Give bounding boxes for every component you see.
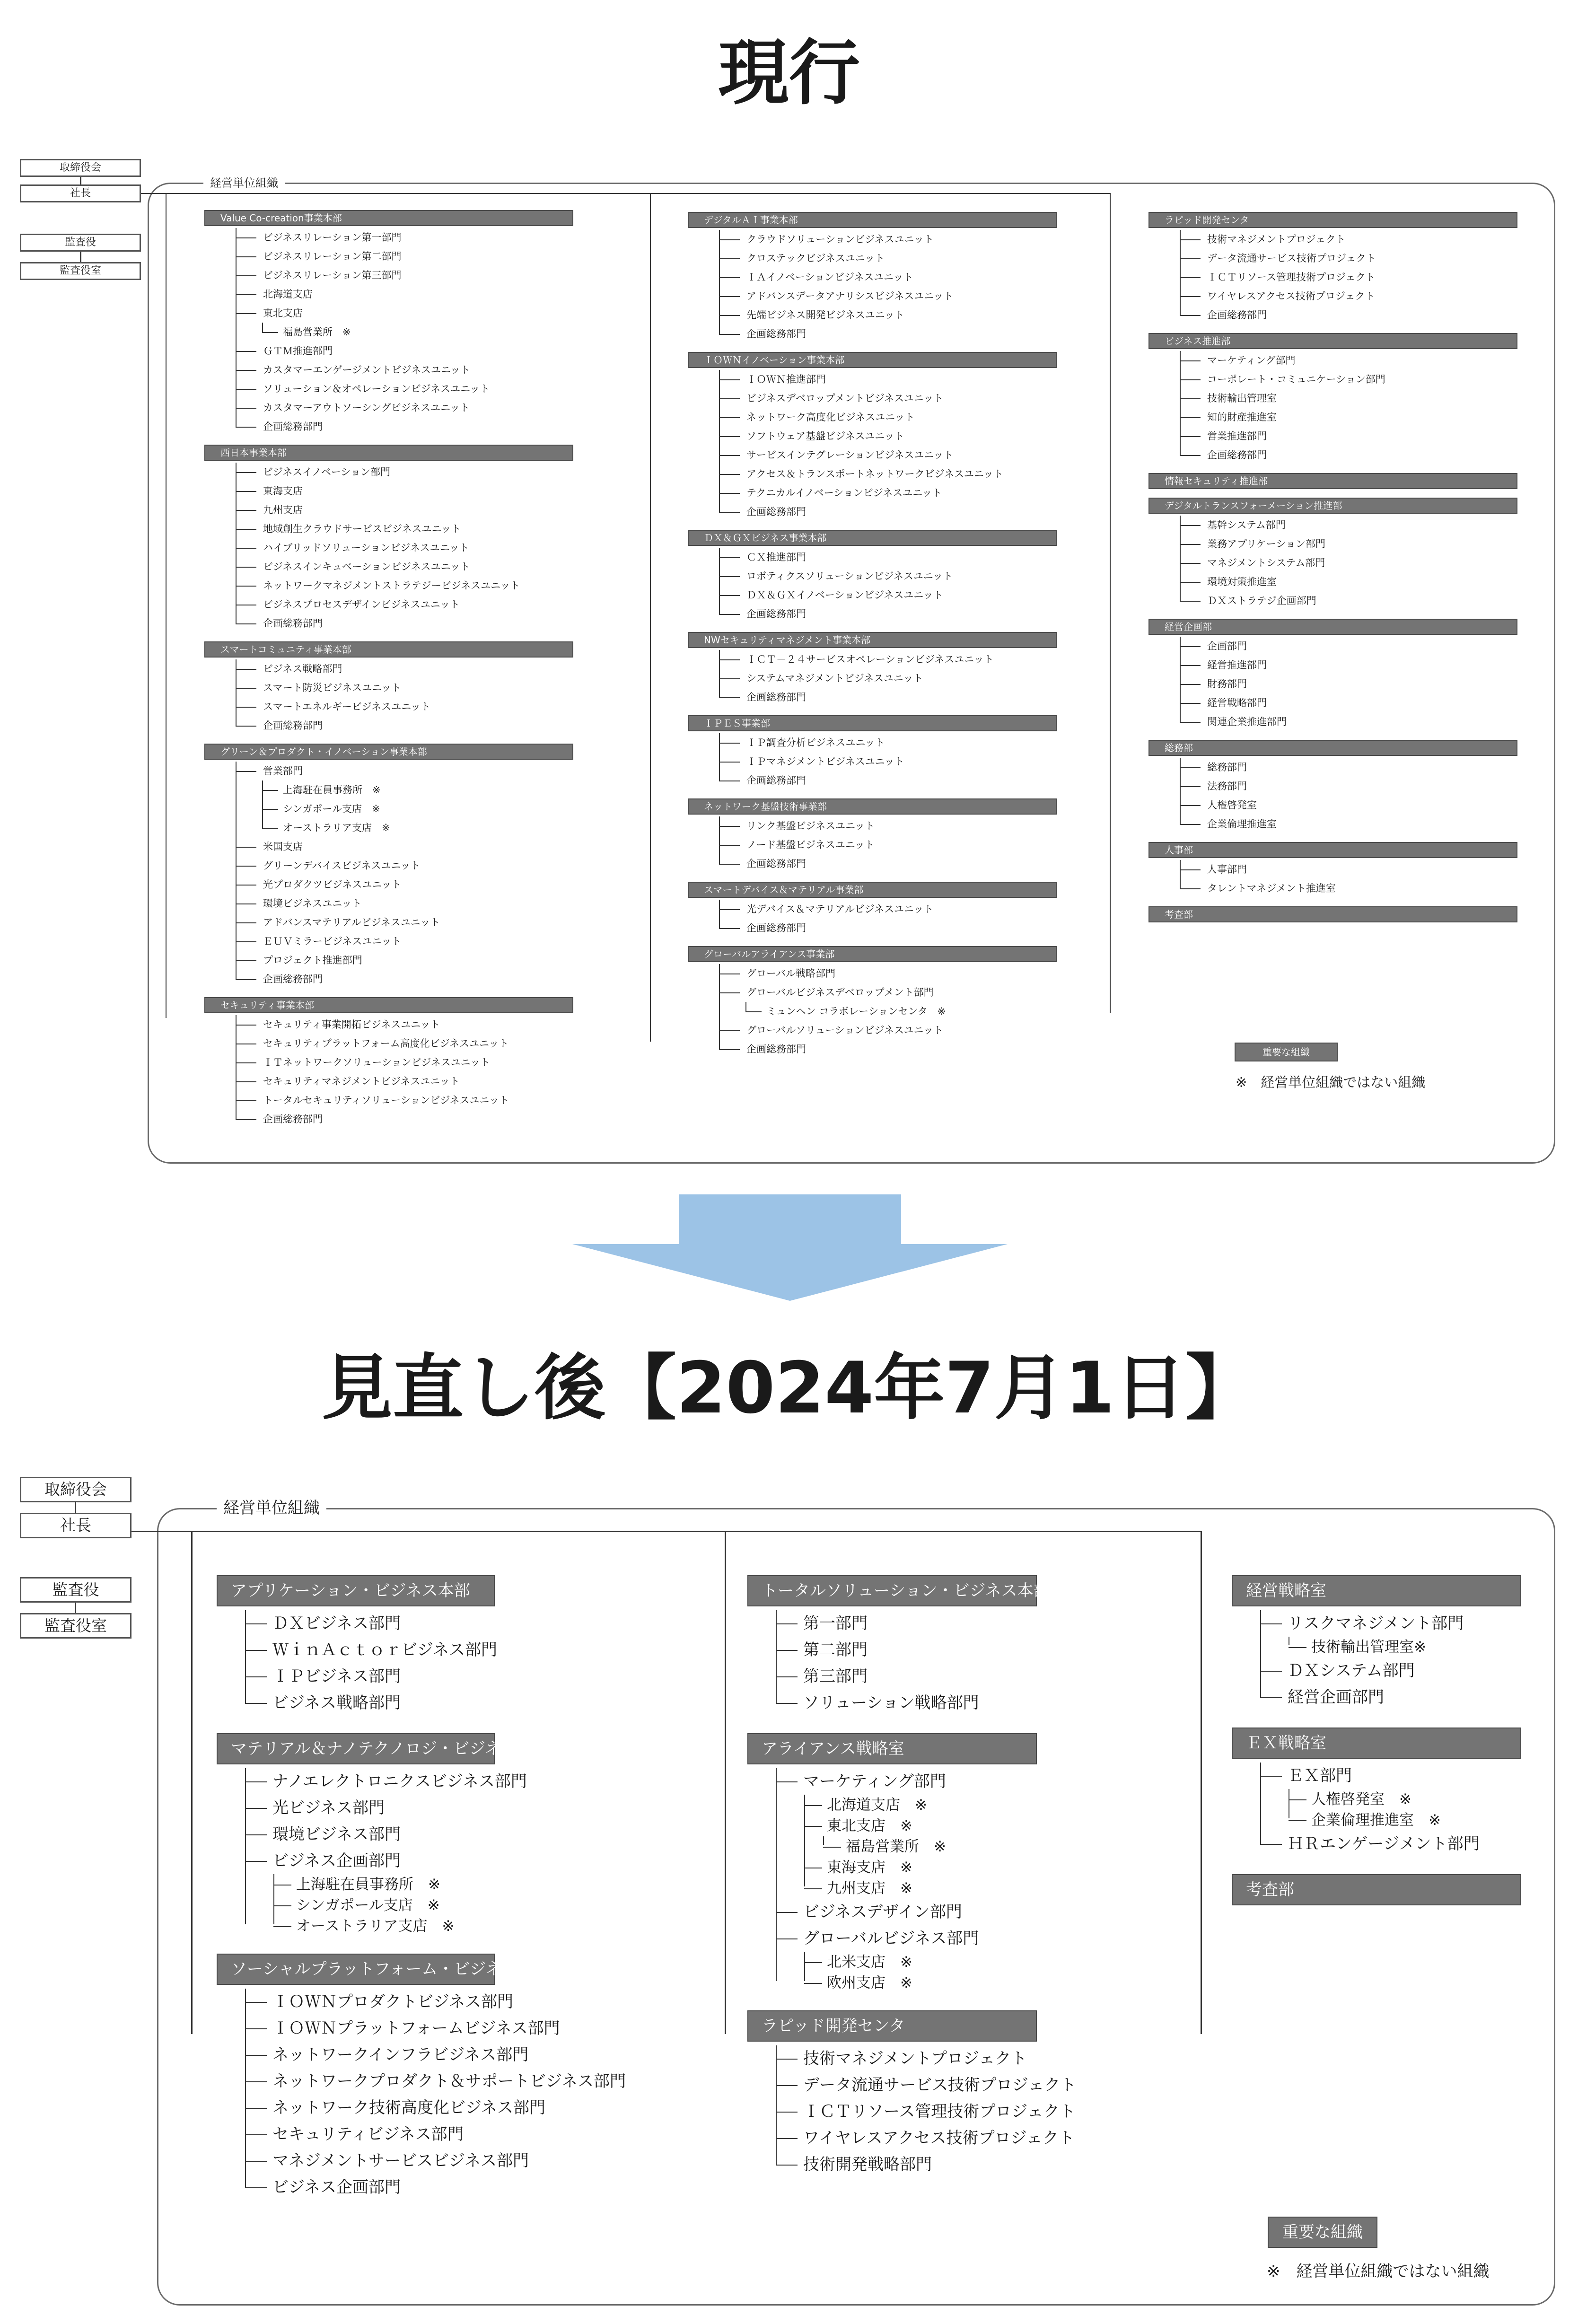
org-unit: ビジネスデザイン部門 [776,1899,1076,1925]
division-group [1148,212,1517,324]
org-unit: 技術輸出管理室※ [1289,1637,1521,1657]
sub-unit-list [1289,1637,1521,1657]
org-unit: ＤＸビジネス部門 [245,1610,626,1637]
division-group [204,997,573,1129]
division-group [747,1575,1076,1716]
org-unit: 地域創生クラウドサービスビジネスユニット [236,519,573,538]
division-group [688,946,1057,1059]
org-unit: 経営戦略部門 [1180,693,1517,712]
sub-unit-list [1180,516,1517,610]
division-group [1232,1874,1521,1905]
revised-heading: 見直し後【2024年7月1日】 [321,1347,1257,1429]
org-unit: 企画総務部門 [719,854,1057,873]
division-header: トータルソリューション・ビジネス本部 [747,1575,1037,1606]
org-unit: アドバンスデータアナリシスビジネスユニット [719,287,1057,306]
org-unit: ソフトウェア基盤ビジネスユニット [719,427,1057,446]
division-header: 情報セキュリティ推進部 [1148,473,1517,489]
division-group [688,715,1057,790]
division-header: ＤＸ＆ＧＸビジネス事業本部 [688,530,1057,546]
org-unit: ＩＣＴリソース管理技術プロジェクト [1180,268,1517,287]
revised-column-1 [217,1575,626,2218]
org-unit: 営業部門 [236,762,573,781]
division-header: 人事部 [1148,842,1517,858]
org-unit: 技術開発戦略部門 [776,2151,1076,2178]
org-unit: リンク基盤ビジネスユニット [719,816,1057,835]
sub-unit-list [245,1610,626,1716]
org-unit: ソリューション＆オペレーションビジネスユニット [236,379,573,398]
revised-column-2 [747,1575,1076,2195]
org-unit: ビジネスデベロップメントビジネスユニット [719,389,1057,408]
org-unit: 東北支店 [236,304,573,323]
current-heading: 現行 [718,32,860,114]
org-unit: セキュリティマネジメントビジネスユニット [236,1072,573,1091]
sub-unit-list [719,900,1057,938]
org-unit: コーポレート・コミュニケーション部門 [1180,370,1517,389]
division-header: 考査部 [1148,906,1517,922]
org-unit: スマート防災ビジネスユニット [236,678,573,697]
division-group [217,1733,626,1937]
division-header: スマートデバイス＆マテリアル事業部 [688,882,1057,898]
sub-unit-list [1180,230,1517,324]
revised-audit-office-box: 監査役室 [20,1613,132,1639]
org-unit: セキュリティビジネス部門 [245,2121,626,2148]
division-group [204,445,573,633]
division-group [204,210,573,436]
org-unit: シンガポール支店 ※ [262,799,573,818]
org-unit: 東海支店 [236,482,573,500]
org-unit: ビジネス企画部門 [245,1848,626,1874]
org-unit: ＤＸシステム部門 [1260,1657,1521,1684]
org-unit: セキュリティ事業開拓ビジネスユニット [236,1015,573,1034]
revised-board-box: 取締役会 [20,1477,132,1502]
org-unit: グローバルビジネス部門 [776,1925,1076,1952]
current-column-3 [1148,212,1517,931]
division-header: ＥＸ戦略室 [1232,1728,1521,1759]
org-unit: マーケティング部門 [776,1768,1076,1795]
org-unit: ミュンヘン コラボレーションセンタ ※ [745,1002,1057,1021]
org-unit: 企画総務部門 [236,716,573,735]
sub-unit-list [804,1795,1076,1899]
org-unit: マネジメントシステム部門 [1180,553,1517,572]
org-unit: 企業倫理推進室 [1180,815,1517,833]
sub-unit-list [719,733,1057,790]
org-unit: トータルセキュリティソリューションビジネスユニット [236,1091,573,1110]
org-unit: システムマネジメントビジネスユニット [719,669,1057,688]
division-header: ソーシャルプラットフォーム・ビジネス本部 [217,1954,495,1985]
sub-unit-list [776,1610,1076,1716]
org-unit: 知的財産推進室 [1180,408,1517,427]
division-header: ビジネス推進部 [1148,333,1517,349]
division-header: デジタルトランスフォーメーション推進部 [1148,498,1517,514]
division-group [1232,1728,1521,1857]
division-header: 考査部 [1232,1874,1521,1905]
division-group [747,2010,1076,2178]
current-legend-box: 重要な組織 [1235,1043,1338,1061]
org-unit: 営業推進部門 [1180,427,1517,446]
division-group [1148,619,1517,731]
org-unit: グローバルソリューションビジネスユニット [719,1021,1057,1040]
division-header: ラピッド開発センタ [747,2010,1037,2042]
division-header: 経営企画部 [1148,619,1517,635]
sub-unit-list [776,2045,1076,2178]
org-unit: グローバルビジネスデベロップメント部門 [719,983,1057,1002]
org-unit: 福島営業所 ※ [262,323,573,342]
org-unit: ワイヤレスアクセス技術プロジェクト [1180,287,1517,306]
org-unit: ＷｉｎＡｃｔｏｒビジネス部門 [245,1637,626,1663]
current-column-2 [688,212,1057,1067]
division-header: グリーン＆プロダクト・イノベーション事業本部 [204,744,573,760]
org-unit: プロジェクト推進部門 [236,951,573,970]
org-unit: 企画総務部門 [719,605,1057,623]
org-unit: 北海道支店 ※ [804,1795,1076,1815]
org-unit: ビジネスリレーション第一部門 [236,228,573,247]
org-unit: 光プロダクツビジネスユニット [236,875,573,894]
sub-unit-list [823,1836,1076,1857]
org-unit: 企画総務部門 [1180,306,1517,324]
division-group [688,530,1057,623]
org-unit: 企画総務部門 [719,771,1057,790]
revised-legend-box: 重要な組織 [1268,2217,1377,2248]
division-group [217,1575,626,1716]
org-unit: ＩＯＷＮプロダクトビジネス部門 [245,1989,626,2015]
org-unit: スマートエネルギービジネスユニット [236,697,573,716]
org-unit: ＩＰ調査分析ビジネスユニット [719,733,1057,752]
org-unit: 福島営業所 ※ [823,1836,1076,1857]
sub-unit-list [719,816,1057,873]
sub-unit-list [719,650,1057,707]
sub-unit-list [262,323,573,342]
sub-unit-list [245,1768,626,1937]
org-unit: ビジネスプロセスデザインビジネスユニット [236,595,573,614]
sub-unit-list [719,964,1057,1059]
sub-unit-list [1180,637,1517,731]
revised-legend-note: ※ 経営単位組織ではない組織 [1267,2262,1490,2281]
audit-office-box: 監査役室 [20,262,141,280]
org-unit: 企業倫理推進室 ※ [1289,1810,1521,1831]
division-header: デジタルＡＩ事業本部 [688,212,1057,228]
division-group [747,1733,1076,1993]
org-unit: 企画部門 [1180,637,1517,656]
org-unit: ＧＴＭ推進部門 [236,342,573,360]
board-box: 取締役会 [20,159,141,177]
org-unit: ＤＸストラテジ企画部門 [1180,591,1517,610]
org-unit: 人権啓発室 [1180,796,1517,815]
org-unit: ＩＯＷＮ推進部門 [719,370,1057,389]
division-header: マテリアル＆ナノテクノロジ・ビジネス本部 [217,1733,495,1764]
org-unit: 北米支店 ※ [804,1952,1076,1973]
current-frame-label: 経営単位組織 [203,176,285,190]
org-unit: 企画総務部門 [719,688,1057,707]
org-unit: 第二部門 [776,1637,1076,1663]
org-unit: 経営企画部門 [1260,1684,1521,1710]
org-unit: グリーンデバイスビジネスユニット [236,856,573,875]
org-unit: マーケティング部門 [1180,351,1517,370]
org-unit: オーストラリア支店 ※ [273,1916,626,1937]
division-header: スマートコミュニティ事業本部 [204,641,573,658]
org-unit: 法務部門 [1180,777,1517,796]
division-group [1148,842,1517,898]
org-unit: 上海駐在員事務所 ※ [262,781,573,799]
auditor-box: 監査役 [20,234,141,252]
org-unit: ワイヤレスアクセス技術プロジェクト [776,2125,1076,2151]
division-header: ネットワーク基盤技術事業部 [688,798,1057,815]
transition-arrow-icon [572,1194,1008,1301]
org-unit: クラウドソリューションビジネスユニット [719,230,1057,249]
org-unit: ＩＰマネジメントビジネスユニット [719,752,1057,771]
division-group [1232,1575,1521,1710]
sub-unit-list [804,1952,1076,1993]
division-group [217,1954,626,2201]
division-header: グローバルアライアンス事業部 [688,946,1057,962]
org-unit: 財務部門 [1180,675,1517,693]
org-unit: オーストラリア支店 ※ [262,818,573,837]
org-unit: データ流通サービス技術プロジェクト [1180,249,1517,268]
org-unit: ビジネスリレーション第二部門 [236,247,573,266]
revised-auditor-box: 監査役 [20,1577,132,1603]
sub-unit-list [1180,758,1517,833]
sub-unit-list [273,1874,626,1937]
org-unit: 光デバイス＆マテリアルビジネスユニット [719,900,1057,919]
org-unit: 人権啓発室 ※ [1289,1789,1521,1810]
division-header: ラピッド開発センタ [1148,212,1517,228]
revised-president-box: 社長 [20,1513,132,1538]
org-unit: ＩＴネットワークソリューションビジネスユニット [236,1053,573,1072]
org-unit: 東北支店 ※ [804,1815,1076,1836]
org-unit: 企画総務部門 [719,1040,1057,1059]
division-group [204,744,573,989]
org-unit: 企画総務部門 [719,919,1057,938]
org-unit: ソリューション戦略部門 [776,1690,1076,1716]
org-unit: シンガポール支店 ※ [273,1895,626,1916]
org-unit: 光ビジネス部門 [245,1795,626,1821]
org-unit: ノード基盤ビジネスユニット [719,835,1057,854]
org-unit: 欧州支店 ※ [804,1973,1076,1993]
org-unit: ビジネスリレーション第三部門 [236,266,573,285]
org-unit: 上海駐在員事務所 ※ [273,1874,626,1895]
sub-unit-list [236,463,573,633]
org-unit: テクニカルイノベーションビジネスユニット [719,483,1057,502]
org-unit: 第三部門 [776,1663,1076,1690]
org-unit: 技術マネジメントプロジェクト [776,2045,1076,2072]
current-column-1 [204,210,573,1137]
org-unit: 企画総務部門 [236,1110,573,1129]
division-header: セキュリティ事業本部 [204,997,573,1013]
org-unit: 基幹システム部門 [1180,516,1517,535]
org-unit: タレントマネジメント推進室 [1180,879,1517,898]
division-header: 総務部 [1148,740,1517,756]
org-unit: ＣＸ推進部門 [719,548,1057,567]
sub-unit-list [236,228,573,436]
org-unit: ビジネス戦略部門 [236,659,573,678]
division-group [1148,473,1517,489]
org-unit: ＨＲエンゲージメント部門 [1260,1831,1521,1857]
division-header: ＩＰＥＳ事業部 [688,715,1057,731]
org-unit: ネットワーク技術高度化ビジネス部門 [245,2095,626,2121]
division-header: 経営戦略室 [1232,1575,1521,1606]
org-unit: ナノエレクトロニクスビジネス部門 [245,1768,626,1795]
org-unit: カスタマーアウトソーシングビジネスユニット [236,398,573,417]
org-unit: ビジネスイノベーション部門 [236,463,573,482]
division-group [1148,906,1517,922]
org-unit: ＥＸ部門 [1260,1763,1521,1789]
president-box: 社長 [20,184,141,202]
org-unit: ビジネスインキュベーションビジネスユニット [236,557,573,576]
org-unit: ネットワークプロダクト＆サポートビジネス部門 [245,2068,626,2095]
division-group [688,882,1057,938]
org-unit: 米国支店 [236,837,573,856]
org-unit: ハイブリッドソリューションビジネスユニット [236,538,573,557]
org-unit: クロステックビジネスユニット [719,249,1057,268]
org-unit: 総務部門 [1180,758,1517,777]
org-unit: サービスインテグレーションビジネスユニット [719,446,1057,465]
division-header: アライアンス戦略室 [747,1733,1037,1764]
division-group [204,641,573,735]
org-unit: ＩＰビジネス部門 [245,1663,626,1690]
org-unit: 技術輸出管理室 [1180,389,1517,408]
division-header: ＩＯＷＮイノベーション事業本部 [688,352,1057,368]
org-unit: 企画総務部門 [236,970,573,989]
org-unit: セキュリティプラットフォーム高度化ビジネスユニット [236,1034,573,1053]
org-unit: アクセス＆トランスポートネットワークビジネスユニット [719,465,1057,483]
org-unit: ＥＵＶミラービジネスユニット [236,932,573,951]
sub-unit-list [1260,1763,1521,1857]
division-group [688,212,1057,343]
org-unit: 企画総務部門 [1180,446,1517,465]
sub-unit-list [236,659,573,735]
org-unit: データ流通サービス技術プロジェクト [776,2072,1076,2098]
org-unit: 九州支店 [236,500,573,519]
org-unit: 企画総務部門 [719,324,1057,343]
org-unit: ＩＡイノベーションビジネスユニット [719,268,1057,287]
sub-unit-list [236,762,573,989]
sub-unit-list [236,1015,573,1129]
org-unit: 経営推進部門 [1180,656,1517,675]
org-unit: ネットワーク高度化ビジネスユニット [719,408,1057,427]
org-unit: 企画総務部門 [719,502,1057,521]
sub-unit-list [1180,351,1517,465]
org-unit: マネジメントサービスビジネス部門 [245,2148,626,2174]
org-unit: 人事部門 [1180,860,1517,879]
sub-unit-list [1180,860,1517,898]
org-unit: 環境ビジネス部門 [245,1821,626,1848]
org-unit: 先端ビジネス開発ビジネスユニット [719,306,1057,324]
division-header: NWセキュリティマネジメント事業本部 [688,632,1057,648]
division-header: 西日本事業本部 [204,445,573,461]
division-group [1148,498,1517,610]
sub-unit-list [745,1002,1057,1021]
sub-unit-list [245,1989,626,2201]
org-unit: ＩＣＴ－２４サービスオペレーションビジネスユニット [719,650,1057,669]
sub-unit-list [1260,1610,1521,1710]
division-group [1148,333,1517,465]
org-unit: 企画総務部門 [236,417,573,436]
org-unit: ＩＣＴリソース管理技術プロジェクト [776,2098,1076,2125]
org-unit: アドバンスマテリアルビジネスユニット [236,913,573,932]
org-unit: ＤＸ＆ＧＸイノベーションビジネスユニット [719,586,1057,605]
division-group [688,798,1057,873]
org-unit: 業務アプリケーション部門 [1180,535,1517,553]
org-unit: 東海支店 ※ [804,1857,1076,1878]
org-unit: 環境対策推進室 [1180,572,1517,591]
division-group [688,632,1057,707]
org-unit: 第一部門 [776,1610,1076,1637]
division-group [1148,740,1517,833]
sub-unit-list [262,781,573,837]
revised-column-3 [1232,1575,1521,1922]
sub-unit-list [719,548,1057,623]
sub-unit-list [719,230,1057,343]
org-unit: ネットワークマネジメントストラテジービジネスユニット [236,576,573,595]
org-unit: ビジネス戦略部門 [245,1690,626,1716]
org-unit: ロボティクスソリューションビジネスユニット [719,567,1057,586]
org-unit: 九州支店 ※ [804,1878,1076,1899]
org-unit: 企画総務部門 [236,614,573,633]
current-legend-note: ※ 経営単位組織ではない組織 [1236,1074,1426,1090]
division-header: Value Co-creation事業本部 [204,210,573,226]
org-unit: グローバル戦略部門 [719,964,1057,983]
org-unit: 北海道支店 [236,285,573,304]
org-unit: ネットワークインフラビジネス部門 [245,2042,626,2068]
org-unit: リスクマネジメント部門 [1260,1610,1521,1637]
org-unit: ＩＯＷＮプラットフォームビジネス部門 [245,2015,626,2042]
org-unit: 環境ビジネスユニット [236,894,573,913]
sub-unit-list [776,1768,1076,1993]
division-group [688,352,1057,521]
org-unit: ビジネス企画部門 [245,2174,626,2201]
org-unit: 技術マネジメントプロジェクト [1180,230,1517,249]
revised-frame-label: 経営単位組織 [217,1499,326,1517]
org-unit: カスタマーエンゲージメントビジネスユニット [236,360,573,379]
sub-unit-list [1289,1789,1521,1831]
sub-unit-list [719,370,1057,521]
division-header: アプリケーション・ビジネス本部 [217,1575,495,1606]
org-unit: 関連企業推進部門 [1180,712,1517,731]
